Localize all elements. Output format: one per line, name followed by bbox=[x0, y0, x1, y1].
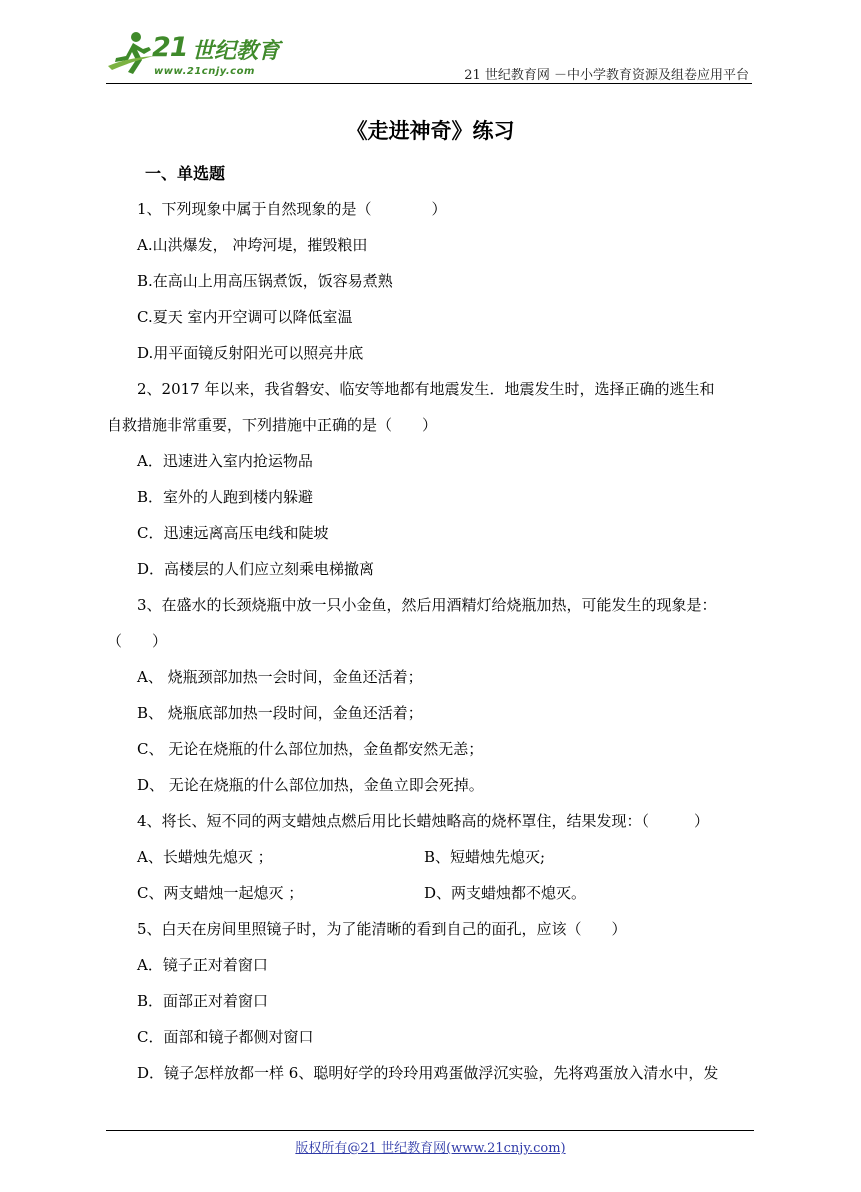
question-5-stem: 5、白天在房间里照镜子时，为了能清晰的看到自己的面孔，应该（ ） bbox=[137, 920, 627, 938]
question-5-option-a: A．镜子正对着窗口 bbox=[137, 956, 268, 974]
logo-number: 21 bbox=[152, 32, 188, 63]
runner-logo-icon bbox=[106, 30, 156, 78]
question-1-option-c: C.夏天 室内开空调可以降低室温 bbox=[137, 308, 353, 326]
site-tagline: 21 世纪教育网 －中小学教育资源及组卷应用平台 bbox=[464, 68, 749, 83]
question-3-stem-cont: （ ） bbox=[107, 632, 168, 650]
question-3-stem: 3、在盛水的长颈烧瓶中放一只小金鱼，然后用酒精灯给烧瓶加热，可能发生的现象是： bbox=[137, 596, 717, 614]
document-title: 《走进神奇》练习 bbox=[346, 119, 515, 143]
question-2-option-b: B．室外的人跑到楼内躲避 bbox=[137, 488, 314, 506]
question-1-option-b: B.在高山上用高压锅煮饭，饭容易煮熟 bbox=[137, 272, 393, 290]
question-3-option-d: D、 无论在烧瓶的什么部位加热，金鱼立即会死掉。 bbox=[137, 776, 484, 794]
copyright-link[interactable]: 版权所有@21 世纪教育网(www.21cnjy.com) bbox=[295, 1141, 566, 1156]
question-2-stem: 2、2017 年以来，我省磐安、临安等地都有地震发生．地震发生时，选择正确的逃生和 bbox=[137, 380, 715, 398]
question-4-option-a: A、长蜡烛先熄灭 ； bbox=[137, 848, 273, 866]
logo-text: 世纪教育 bbox=[192, 39, 281, 64]
question-4-stem: 4、将长、短不同的两支蜡烛点燃后用比长蜡烛略高的烧杯罩住，结果发现：（ ） bbox=[137, 812, 710, 830]
header-divider bbox=[106, 83, 752, 84]
section-heading: 一、单选题 bbox=[145, 164, 226, 183]
question-4-option-c: C、两支蜡烛一起熄灭 ； bbox=[137, 884, 304, 902]
question-3-option-c: C、 无论在烧瓶的什么部位加热，金鱼都安然无恙； bbox=[137, 740, 484, 758]
question-2-option-a: A．迅速进入室内抢运物品 bbox=[137, 452, 313, 470]
page-header bbox=[0, 0, 861, 90]
question-4-option-b: B、短蜡烛先熄灭; bbox=[424, 848, 546, 866]
question-4-option-d: D、两支蜡烛都不熄灭。 bbox=[424, 884, 587, 902]
question-5-option-c: C．面部和镜子都侧对窗口 bbox=[137, 1028, 314, 1046]
question-3-option-a: A、 烧瓶颈部加热一会时间，金鱼还活着； bbox=[137, 668, 423, 686]
question-1-option-a: A.山洪爆发， 冲垮河堤，摧毁粮田 bbox=[137, 236, 368, 254]
question-3-option-b: B、 烧瓶底部加热一段时间，金鱼还活着； bbox=[137, 704, 423, 722]
question-2-stem-cont: 自救措施非常重要，下列措施中正确的是（ ） bbox=[107, 416, 438, 434]
question-5-option-d: D．镜子怎样放都一样 6、聪明好学的玲玲用鸡蛋做浮沉实验，先将鸡蛋放入清水中，发 bbox=[137, 1064, 719, 1082]
logo-url: www.21cnjy.com bbox=[154, 66, 255, 77]
question-1-stem: 1、下列现象中属于自然现象的是（ ） bbox=[137, 200, 447, 218]
question-2-option-d: D．高楼层的人们应立刻乘电梯撤离 bbox=[137, 560, 375, 578]
question-1-option-d: D.用平面镜反射阳光可以照亮井底 bbox=[137, 344, 364, 362]
question-5-option-b: B．面部正对着窗口 bbox=[137, 992, 269, 1010]
footer-divider bbox=[106, 1130, 754, 1131]
site-logo[interactable] bbox=[106, 30, 286, 86]
question-2-option-c: C．迅速远离高压电线和陡坡 bbox=[137, 524, 329, 542]
